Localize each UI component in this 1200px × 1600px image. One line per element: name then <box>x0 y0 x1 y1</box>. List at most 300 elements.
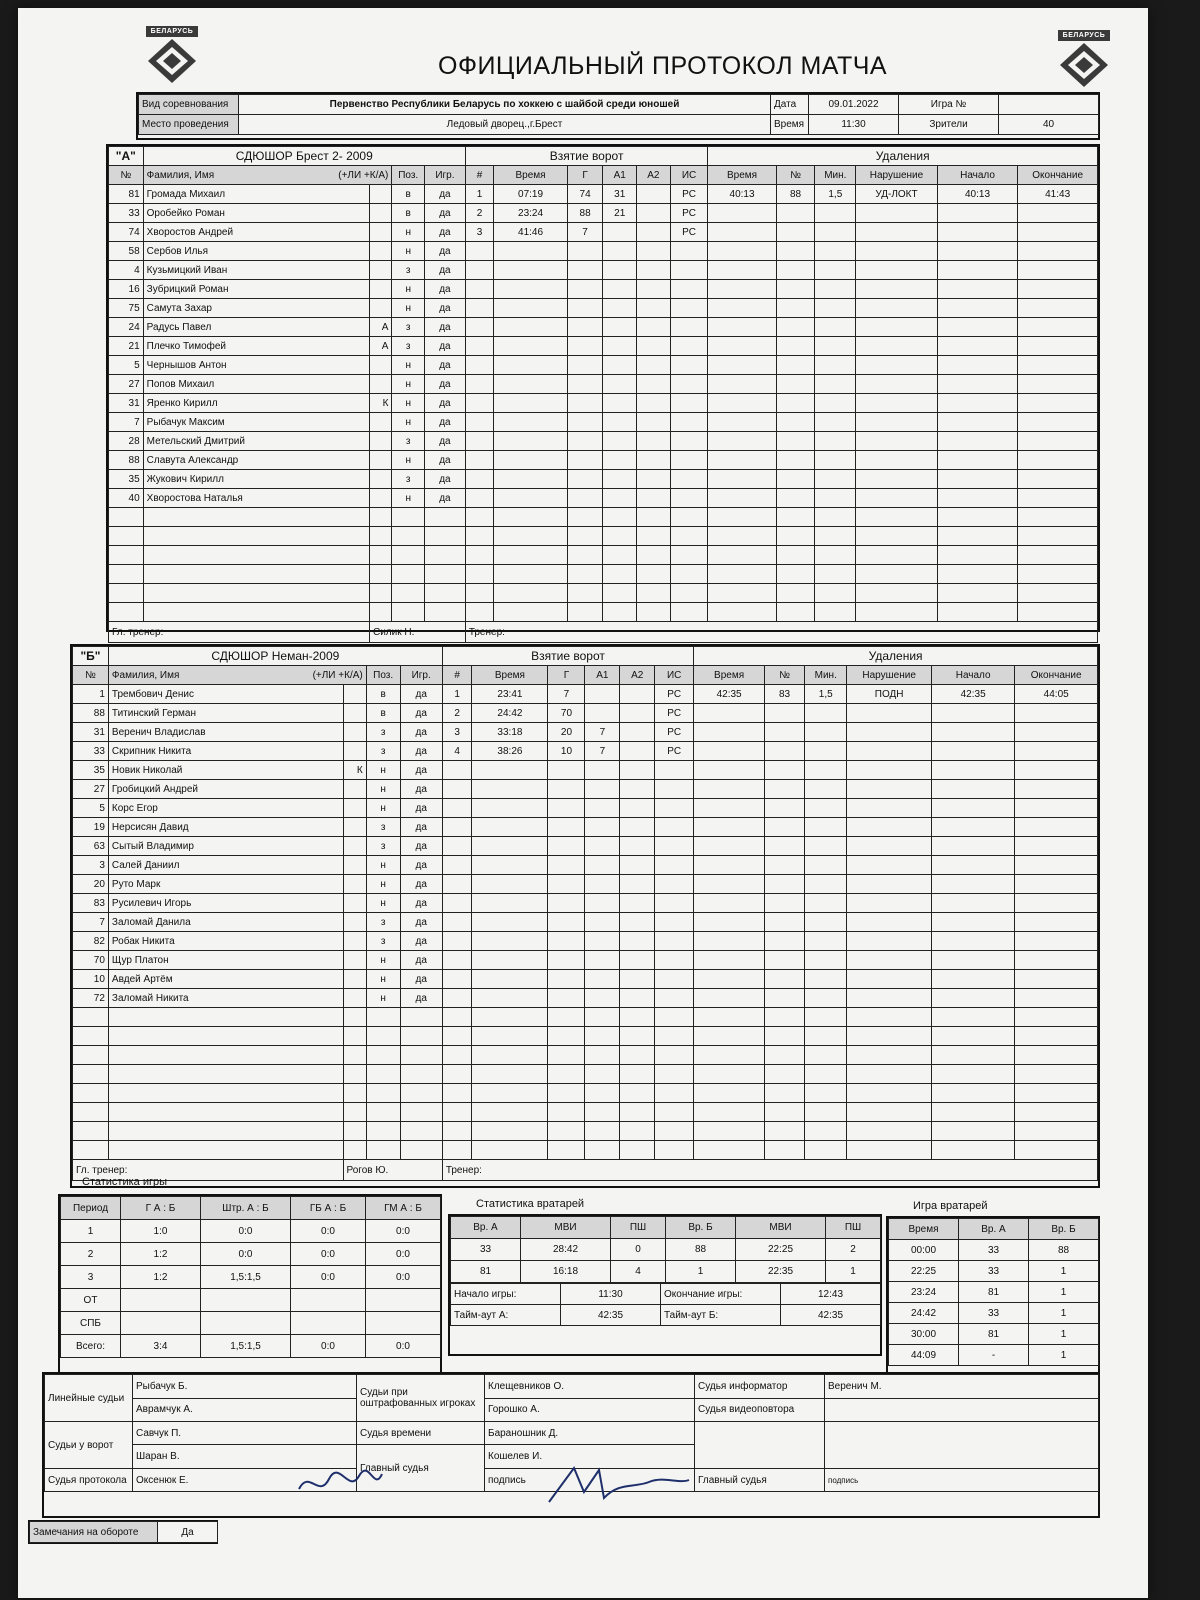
goal-is: РС <box>655 685 694 704</box>
penalty-inf <box>856 603 938 622</box>
player-number <box>73 1103 109 1122</box>
penalty-end <box>1015 761 1098 780</box>
goal-is: РС <box>670 223 708 242</box>
player-number <box>109 527 144 546</box>
goal-a2 <box>620 799 655 818</box>
goal-a2 <box>637 584 671 603</box>
goal-is <box>670 261 708 280</box>
player-number: 35 <box>73 761 109 780</box>
player-role <box>343 685 366 704</box>
player-role <box>370 432 392 451</box>
player-position <box>392 508 425 527</box>
player-position: н <box>392 280 425 299</box>
goal-a2 <box>620 1103 655 1122</box>
player-played: да <box>425 489 466 508</box>
player-name: Руто Марк <box>108 875 343 894</box>
table-cell: 16:18 <box>521 1261 611 1283</box>
player-number <box>73 1084 109 1103</box>
penalty-time <box>708 527 776 546</box>
table-cell: 81 <box>959 1324 1029 1345</box>
main-referee-sign-label: подпись <box>825 1469 1099 1492</box>
player-number: 81 <box>109 185 144 204</box>
player-name: Рыбачук Максим <box>143 413 369 432</box>
scorer-label: Судья протокола <box>45 1469 133 1492</box>
penalty-end <box>1018 375 1098 394</box>
player-role <box>343 989 366 1008</box>
goal-n <box>465 470 494 489</box>
goal-n: 1 <box>442 685 472 704</box>
penalty-start <box>937 375 1018 394</box>
goal-n <box>465 603 494 622</box>
goal-a2 <box>620 761 655 780</box>
penalty-min <box>815 204 856 223</box>
penalty-inf <box>847 761 932 780</box>
penalty-time <box>708 413 776 432</box>
player-role <box>343 799 366 818</box>
goal-a1 <box>603 318 637 337</box>
goal-g <box>567 280 603 299</box>
goal-g <box>567 242 603 261</box>
goal-a2 <box>620 704 655 723</box>
linesmen-label: Линейные судьи <box>45 1375 133 1422</box>
table-row <box>73 837 1098 856</box>
goal-n <box>442 1008 472 1027</box>
goal-n <box>465 356 494 375</box>
penalty-end <box>1015 723 1098 742</box>
penalty-start <box>931 932 1014 951</box>
penalty-time <box>694 799 765 818</box>
linesman-2: Аврамчук А. <box>133 1398 357 1422</box>
penalty-time <box>694 1046 765 1065</box>
penalty-start: 40:13 <box>937 185 1018 204</box>
goal-n <box>442 1103 472 1122</box>
penalty-num <box>764 1008 804 1027</box>
col-header: Вр. А <box>451 1217 521 1239</box>
info-judge-value: Веренич М. <box>825 1375 1099 1399</box>
goal-g <box>567 318 603 337</box>
table-cell: 0:0 <box>291 1243 366 1266</box>
penalty-inf <box>847 970 932 989</box>
penalty-time <box>694 894 765 913</box>
remarks-block <box>28 1520 218 1544</box>
table-cell: 0:0 <box>291 1335 366 1358</box>
player-name: Гробицкий Андрей <box>108 780 343 799</box>
goal-g <box>548 1141 585 1160</box>
penalty-time: 42:35 <box>694 685 765 704</box>
table-row <box>73 1065 1098 1084</box>
game-times-table <box>450 1283 881 1326</box>
table-cell: 24:42 <box>889 1303 959 1324</box>
player-role <box>343 1046 366 1065</box>
player-role <box>343 951 366 970</box>
goal-g <box>548 1103 585 1122</box>
timeout-a-value: 42:35 <box>561 1305 661 1326</box>
penalty-min <box>815 356 856 375</box>
player-number: 10 <box>73 970 109 989</box>
penalty-judge-1: Клещевников О. <box>485 1375 695 1399</box>
goal-time <box>472 932 548 951</box>
penalty-inf <box>856 318 938 337</box>
penalty-box-label: Судьи при оштрафованных игроках <box>357 1375 485 1422</box>
table-cell: 00:00 <box>889 1240 959 1261</box>
penalty-time <box>708 546 776 565</box>
penalty-num <box>776 527 815 546</box>
player-role <box>343 1065 366 1084</box>
goal-a1: 7 <box>585 723 620 742</box>
player-number: 88 <box>109 451 144 470</box>
penalty-inf <box>847 742 932 761</box>
penalty-min <box>805 1065 847 1084</box>
penalty-num <box>776 413 815 432</box>
goalie-stats-table <box>450 1216 881 1283</box>
penalty-start <box>937 204 1018 223</box>
player-played: да <box>400 723 442 742</box>
player-position: н <box>366 951 400 970</box>
table-row <box>109 527 1098 546</box>
head-coach-label: Гл. тренер: <box>73 1160 344 1181</box>
goal-n <box>465 565 494 584</box>
penalty-min <box>815 337 856 356</box>
penalty-start <box>931 837 1014 856</box>
goal-judge-2: Шаран В. <box>133 1445 357 1469</box>
penalty-inf <box>847 818 932 837</box>
penalty-time <box>694 1065 765 1084</box>
goal-n <box>465 242 494 261</box>
goal-is <box>655 1027 694 1046</box>
penalty-time <box>708 603 776 622</box>
penalty-num <box>776 603 815 622</box>
goal-is <box>670 546 708 565</box>
game-stats-block <box>58 1194 442 1376</box>
col-assist-2: А2 <box>637 166 671 185</box>
date-value: 09.01.2022 <box>809 95 899 115</box>
player-played: да <box>400 989 442 1008</box>
player-position: н <box>366 780 400 799</box>
table-row <box>109 261 1098 280</box>
penalty-min <box>815 451 856 470</box>
goal-g <box>548 913 585 932</box>
table-cell: 81 <box>959 1282 1029 1303</box>
player-number: 63 <box>73 837 109 856</box>
player-role <box>370 546 392 565</box>
col-pen-minutes: Мин. <box>805 666 847 685</box>
timekeeper-value: Бараношник Д. <box>485 1422 695 1445</box>
player-name: Трембович Денис <box>108 685 343 704</box>
col-goal-scorer: Г <box>567 166 603 185</box>
table-row <box>73 761 1098 780</box>
table-cell: 22:25 <box>736 1239 826 1261</box>
table-cell <box>291 1312 366 1335</box>
player-number: 3 <box>73 856 109 875</box>
goalie-stats-block <box>448 1214 882 1356</box>
penalty-end <box>1015 1065 1098 1084</box>
player-role <box>343 875 366 894</box>
penalty-start <box>937 546 1018 565</box>
place-value: Ледовый дворец.,г.Брест <box>239 115 771 135</box>
table-row <box>109 356 1098 375</box>
col-number: № <box>73 666 109 685</box>
penalty-num <box>764 951 804 970</box>
player-played <box>400 1065 442 1084</box>
goal-is <box>670 489 708 508</box>
player-role <box>370 242 392 261</box>
table-row <box>61 1289 441 1312</box>
goal-a2 <box>620 1141 655 1160</box>
player-position <box>366 1027 400 1046</box>
goal-a1 <box>603 603 637 622</box>
player-played <box>400 1103 442 1122</box>
goal-time <box>472 913 548 932</box>
table-row <box>73 818 1098 837</box>
penalty-num <box>764 1046 804 1065</box>
player-position: н <box>392 451 425 470</box>
player-played: да <box>425 451 466 470</box>
penalty-min <box>815 242 856 261</box>
goal-g <box>567 527 603 546</box>
player-number: 74 <box>109 223 144 242</box>
goal-n: 2 <box>442 704 472 723</box>
penalty-end <box>1015 856 1098 875</box>
penalty-num <box>776 432 815 451</box>
col-header: Г А : Б <box>121 1197 201 1220</box>
federation-logo-right <box>1058 30 1110 90</box>
penalty-min <box>805 1103 847 1122</box>
table-cell: 23:24 <box>889 1282 959 1303</box>
penalty-time <box>694 1141 765 1160</box>
goal-is <box>655 856 694 875</box>
col-goal-situation: ИС <box>670 166 708 185</box>
penalty-num <box>776 394 815 413</box>
goal-time <box>494 394 567 413</box>
goal-g <box>548 837 585 856</box>
goal-a2 <box>620 856 655 875</box>
col-captain-label: (+ЛИ +К/А) <box>312 669 363 681</box>
table-row <box>889 1303 1099 1324</box>
goal-n <box>465 261 494 280</box>
penalty-time <box>694 837 765 856</box>
goal-time <box>472 894 548 913</box>
table-cell: 0:0 <box>366 1220 441 1243</box>
player-played: да <box>400 799 442 818</box>
penalty-end <box>1018 299 1098 318</box>
player-role <box>370 223 392 242</box>
penalty-min <box>805 932 847 951</box>
goal-time <box>472 1065 548 1084</box>
goals-section-title: Взятие ворот <box>442 647 693 666</box>
goal-a1 <box>603 584 637 603</box>
team-b-block <box>70 644 1100 1188</box>
table-cell: 0:0 <box>201 1243 291 1266</box>
goal-g <box>548 989 585 1008</box>
player-played: да <box>425 318 466 337</box>
player-name: Веренич Владислав <box>108 723 343 742</box>
player-position: н <box>366 856 400 875</box>
col-goal-index: # <box>442 666 472 685</box>
col-name: Фамилия, Имя (+ЛИ +К/А) <box>143 166 392 185</box>
player-role <box>343 1122 366 1141</box>
table-row <box>109 508 1098 527</box>
col-header: Вр. Б <box>666 1217 736 1239</box>
goal-n <box>442 780 472 799</box>
penalty-inf: УД-ЛОКТ <box>856 185 938 204</box>
penalty-min <box>815 527 856 546</box>
penalty-num <box>776 261 815 280</box>
col-played: Игр. <box>425 166 466 185</box>
player-position <box>366 1008 400 1027</box>
goal-g <box>548 951 585 970</box>
player-played: да <box>400 685 442 704</box>
penalty-time <box>694 1027 765 1046</box>
penalty-end <box>1018 432 1098 451</box>
penalty-end <box>1018 489 1098 508</box>
player-number: 7 <box>109 413 144 432</box>
timeout-a-label: Тайм-аут А: <box>451 1305 561 1326</box>
player-number: 27 <box>109 375 144 394</box>
time-label: Время <box>771 115 809 135</box>
player-played: да <box>425 470 466 489</box>
goal-time <box>494 413 567 432</box>
goal-g <box>548 875 585 894</box>
table-cell: 1:2 <box>121 1243 201 1266</box>
penalty-inf <box>856 508 938 527</box>
penalty-start <box>931 989 1014 1008</box>
penalty-time <box>694 1122 765 1141</box>
player-name: Авдей Артём <box>108 970 343 989</box>
player-name: Хворостова Наталья <box>143 489 369 508</box>
penalty-inf: ПОДН <box>847 685 932 704</box>
penalty-inf <box>856 280 938 299</box>
player-name <box>108 1084 343 1103</box>
penalty-num <box>764 1122 804 1141</box>
table-cell <box>121 1289 201 1312</box>
game-number-value <box>999 95 1099 115</box>
table-cell: 1 <box>826 1261 881 1283</box>
table-cell <box>366 1289 441 1312</box>
table-cell: 1 <box>61 1220 121 1243</box>
penalty-end <box>1015 932 1098 951</box>
penalty-min <box>805 742 847 761</box>
penalty-inf <box>847 1141 932 1160</box>
player-number <box>109 603 144 622</box>
player-name: Заломай Никита <box>108 989 343 1008</box>
goal-a1 <box>585 894 620 913</box>
goal-a1 <box>603 413 637 432</box>
table-row <box>73 894 1098 913</box>
goals-section-title: Взятие ворот <box>465 147 708 166</box>
col-goal-scorer: Г <box>548 666 585 685</box>
player-position <box>366 1141 400 1160</box>
table-row <box>61 1312 441 1335</box>
goal-a1 <box>585 818 620 837</box>
col-header: Штр. А : Б <box>201 1197 291 1220</box>
ornament-icon <box>1058 41 1110 89</box>
goal-g: 10 <box>548 742 585 761</box>
goal-n <box>442 837 472 856</box>
goal-is <box>655 837 694 856</box>
player-role <box>343 704 366 723</box>
penalty-end <box>1018 565 1098 584</box>
player-number <box>73 1122 109 1141</box>
penalty-inf <box>847 837 932 856</box>
penalty-time <box>694 704 765 723</box>
table-cell: - <box>959 1345 1029 1366</box>
penalty-num <box>764 818 804 837</box>
table-row <box>61 1335 441 1358</box>
table-cell: Всего: <box>61 1335 121 1358</box>
penalty-start <box>931 951 1014 970</box>
table-cell: 3 <box>61 1266 121 1289</box>
game-stats-table <box>60 1196 441 1358</box>
penalty-inf <box>847 951 932 970</box>
competition-value: Первенство Республики Беларусь по хоккею с шайбой среди юношей <box>239 95 771 115</box>
penalty-start <box>931 1065 1014 1084</box>
player-name: Метельский Дмитрий <box>143 432 369 451</box>
goal-is <box>655 761 694 780</box>
player-role <box>370 204 392 223</box>
penalty-num <box>764 970 804 989</box>
penalty-start <box>937 318 1018 337</box>
player-number: 24 <box>109 318 144 337</box>
penalty-num <box>764 932 804 951</box>
penalty-inf <box>856 337 938 356</box>
goal-a1 <box>585 1027 620 1046</box>
goal-a2 <box>637 242 671 261</box>
table-cell: 1 <box>666 1261 736 1283</box>
table-cell: 4 <box>611 1261 666 1283</box>
player-role <box>343 1103 366 1122</box>
player-role <box>370 261 392 280</box>
penalty-min <box>815 261 856 280</box>
goal-a1 <box>585 704 620 723</box>
player-name <box>143 527 369 546</box>
player-role <box>343 723 366 742</box>
video-judge-value <box>825 1398 1099 1422</box>
player-position: в <box>392 185 425 204</box>
penalty-inf <box>847 1065 932 1084</box>
penalty-start <box>931 761 1014 780</box>
goal-is <box>670 470 708 489</box>
penalty-start <box>937 603 1018 622</box>
table-row <box>73 799 1098 818</box>
table-row <box>73 856 1098 875</box>
player-played: да <box>400 704 442 723</box>
team-name: СДЮШОР Брест 2- 2009 <box>143 147 465 166</box>
table-cell: 1 <box>1029 1261 1099 1282</box>
player-position: з <box>366 818 400 837</box>
table-row <box>109 451 1098 470</box>
penalty-num <box>764 742 804 761</box>
table-row <box>73 989 1098 1008</box>
goal-n: 3 <box>465 223 494 242</box>
officials-block <box>42 1372 1100 1518</box>
penalty-start <box>937 451 1018 470</box>
col-pen-end: Окончание <box>1018 166 1098 185</box>
penalty-end <box>1015 780 1098 799</box>
penalty-start <box>937 470 1018 489</box>
goal-is <box>670 375 708 394</box>
penalty-num <box>764 704 804 723</box>
col-header: ГБ А : Б <box>291 1197 366 1220</box>
penalties-section-title: Удаления <box>708 147 1098 166</box>
goal-a1 <box>585 1141 620 1160</box>
player-position: з <box>392 470 425 489</box>
goal-a1 <box>603 432 637 451</box>
player-role: А <box>370 337 392 356</box>
federation-logo-left <box>146 26 198 86</box>
goal-time <box>472 989 548 1008</box>
penalty-inf <box>856 413 938 432</box>
col-pen-number: № <box>776 166 815 185</box>
